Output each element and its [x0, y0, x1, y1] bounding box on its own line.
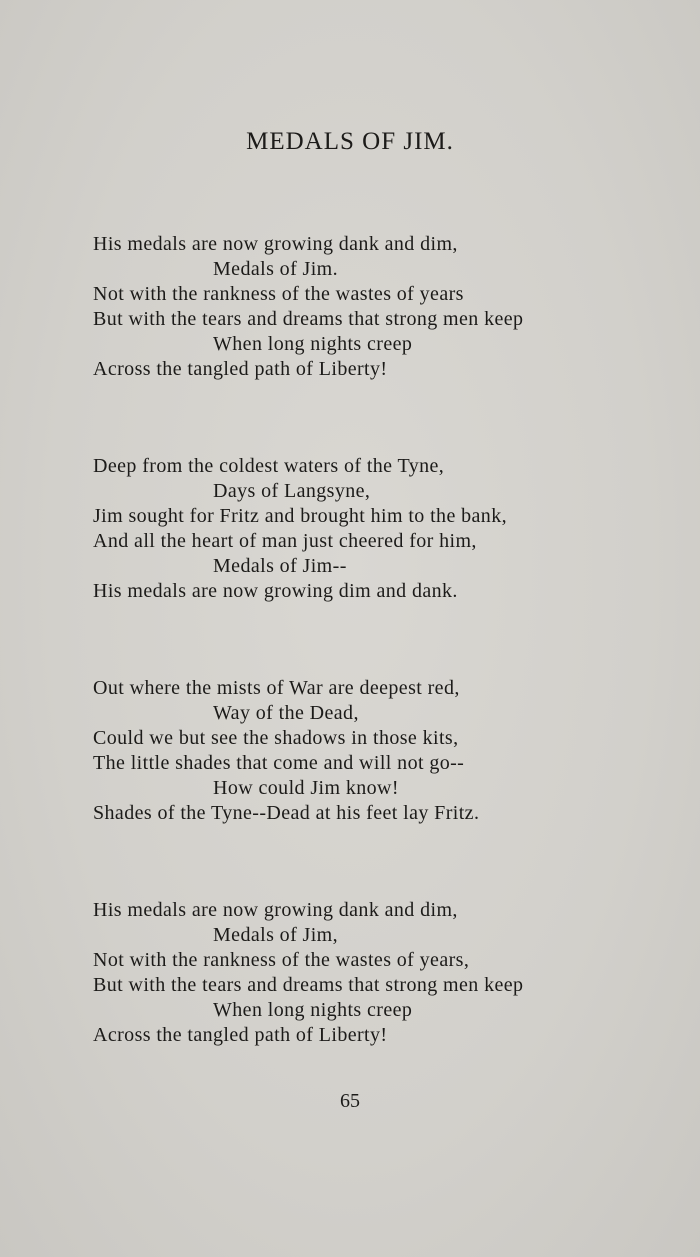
poem-line: Out where the mists of War are deepest red, — [93, 677, 460, 699]
poem-line: Could we but see the shadows in those kits, — [93, 727, 459, 749]
poem-refrain-line: Medals of Jim, — [213, 924, 339, 946]
poem-line: The little shades that come and will not go-- — [93, 752, 465, 774]
poem-refrain-line: When long nights creep — [213, 999, 413, 1021]
poem-line: His medals are now growing dank and dim, — [93, 899, 458, 921]
poem-line: But with the tears and dreams that strong men keep — [93, 974, 524, 996]
poem-line: And all the heart of man just cheered for him, — [93, 530, 477, 552]
poem-refrain-line: How could Jim know! — [213, 777, 399, 799]
poem-line: Deep from the coldest waters of the Tyne, — [93, 455, 445, 477]
poem-line: Across the tangled path of Liberty! — [93, 1024, 388, 1046]
poem-refrain-line: Medals of Jim-- — [213, 555, 347, 577]
poem-line: Not with the rankness of the wastes of years — [93, 283, 464, 305]
poem-refrain-line: Medals of Jim. — [213, 258, 339, 280]
poem-line: His medals are now growing dim and dank. — [93, 580, 458, 602]
poem-line: His medals are now growing dank and dim, — [93, 233, 458, 255]
page-number: 65 — [340, 1090, 360, 1112]
poem-line: Not with the rankness of the wastes of years, — [93, 949, 470, 971]
poem-title: MEDALS OF JIM. — [246, 128, 454, 155]
poem-line: Jim sought for Fritz and brought him to the bank, — [93, 505, 508, 527]
poem-line: Shades of the Tyne--Dead at his feet lay Fritz. — [93, 802, 480, 824]
poem-line: But with the tears and dreams that strong men keep — [93, 308, 524, 330]
poem-refrain-line: When long nights creep — [213, 333, 413, 355]
poem-line: Across the tangled path of Liberty! — [93, 358, 388, 380]
poem-refrain-line: Way of the Dead, — [213, 702, 359, 724]
poem-refrain-line: Days of Langsyne, — [213, 480, 371, 502]
